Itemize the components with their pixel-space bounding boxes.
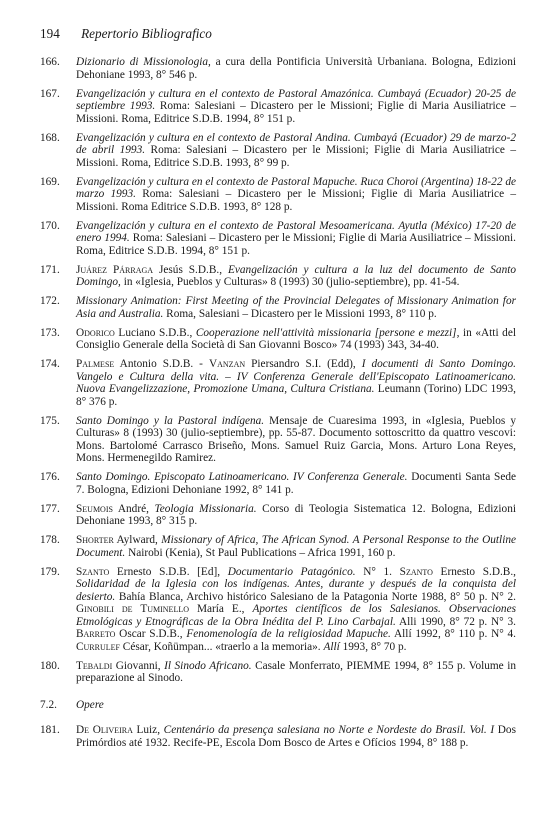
entry-text: Giovanni, — [112, 659, 165, 672]
entry-author-name: Juárez Párraga — [76, 263, 154, 276]
bibliography-entry — [40, 471, 516, 496]
entry-text: a cura della Pontificia Università Urbaniana. Bologna, Edizioni Dehoniane 1993, 8° 546 p. — [76, 56, 516, 81]
entry-number: 180. — [40, 659, 60, 672]
entry-author-name: Vanzan — [208, 358, 246, 370]
entry-author-name: Tebaldi — [76, 659, 113, 672]
entry-text: Corso di Teologia Sistematica 12. Bologna, Edizioni Dehoniane 1993, 8° 315 p. — [76, 502, 516, 527]
entry-title-text: Teologia Missionaria. — [154, 502, 257, 515]
bibliography-entry — [40, 327, 516, 352]
entry-number: 176. — [40, 471, 60, 483]
entry-text: Nairobi (Kenia), St Paul Publications – Africa 1991, 160 p. — [125, 546, 396, 559]
entry-text: Roma: Salesiani – Dicastero per le Missioni; Figlie di Maria Ausiliatrice – Missioni. Roma, Editrice S.D.B. 1994, 8° 151 p. — [76, 100, 516, 125]
entry-number: 167. — [40, 87, 60, 100]
entry-number: 170. — [40, 219, 60, 232]
entry-text: Luiz, — [132, 724, 164, 736]
entries-block — [40, 724, 516, 749]
entry-text: Documenti Santa Sede 7. Bologna, Edizioni Dehoniane 1992, 8° 141 p. — [76, 471, 516, 496]
entry-text: Alli 1990, 8° 72 p. N° 3. — [395, 615, 516, 628]
entry-title-text: Aportes científicos de los Salesianos. Observaciones Etmológicas y Etnográficas de la Obra Inédita del P. Lino Carbajal. — [76, 603, 516, 628]
entry-text: Piersandro S.I. (Edd), — [245, 358, 362, 370]
entry-text: in «Iglesia, Pueblos y Culturas» 8 (1993) 30 (julio-septiembre), pp. 41-54. — [120, 276, 460, 288]
entry-text: André, — [112, 502, 155, 515]
entry-title-text: Evangelización y cultura en el contexto de Pastoral Mapuche. Ruca Choroi (Argentina) 18-22 de marzo 1993. — [76, 175, 516, 200]
entry-title-text: Centenário da presença salesiana no Norte e Nordeste do Brasil. Vol. I — [163, 724, 495, 736]
entry-text: Ernesto S.D.B., — [432, 565, 516, 578]
entry-text: Casale Monferrato, PIEMME 1994, 8° 155 p. Volume in preparazione al Sinodo. — [76, 659, 516, 684]
entry-number: 173. — [40, 326, 60, 339]
bibliography-entry — [40, 88, 516, 126]
entry-number: 178. — [40, 534, 60, 546]
entry-text: Roma: Salesiani – Dicastero per le Missioni; Figlie di Maria Ausiliatrice – Missioni. Roma, Editrice S.D.B. 1993, 8° 99 p. — [76, 144, 516, 169]
entry-author-name: Seumois — [76, 502, 113, 515]
entry-title-text: Santo Domingo y la Pastoral indígena. — [76, 414, 265, 427]
entry-title-text: I documenti di Santo Domingo. Vangelo e Cultura della vita. – IV Conferenza Generale dell'Episcopato Latinoamericano. Nuova Evangelizzazione, Promozione Umana, Cultura Cristiana. — [76, 358, 516, 395]
bibliography-entry — [40, 660, 516, 685]
entry-text: N° 1. — [355, 565, 400, 578]
entry-number: 168. — [40, 131, 60, 144]
entry-number: 181. — [40, 724, 60, 736]
entry-author-name: Barreto — [76, 628, 116, 640]
entry-text: Dos Primórdios até 1932. Recife-PE, Escola Dom Bosco de Artes e Ofícios 1994, 8° 188 p. — [76, 724, 516, 749]
entry-number: 175. — [40, 414, 60, 427]
entry-title-text: Solidaridad de la Iglesia con los indígenas. Antes, durante y después de la conquista del desierto. — [76, 578, 516, 603]
entry-title-text: Evangelización y cultura en el contexto de Pastoral Mesoamericana. Ayutla (México) 17-20 de enero 1994. — [76, 219, 516, 244]
entry-author-name: De Oliveira — [76, 724, 133, 736]
entry-title-text: Fenomenología de la religiosidad Mapuche. — [186, 628, 391, 640]
bibliography-entry — [40, 534, 516, 559]
entry-text: Roma, Salesiani – Dicastero per le Missioni 1993, 8° 110 p. — [163, 307, 437, 320]
entry-author-name: Odorico — [76, 326, 115, 339]
entry-title-text: Documentario Patagónico. — [227, 565, 356, 578]
entry-text: Aylward, — [113, 534, 162, 546]
entry-author-name: Szanto — [399, 565, 433, 578]
bibliography-entry — [40, 220, 516, 258]
entry-number: 172. — [40, 295, 60, 307]
entry-number: 171. — [40, 263, 60, 276]
bibliography-entry — [40, 358, 516, 408]
entry-title-text: Cooperazione nell'attività missionaria [persone e mezzi], — [195, 326, 460, 339]
bibliography-entry — [40, 56, 516, 81]
entry-text: César, Koñümpan... «traerlo a la memoria». — [119, 640, 324, 653]
bibliography-entry — [40, 503, 516, 528]
section-number: 7.2. — [40, 698, 57, 711]
entry-title-text: Dizionario di Missionologia, — [76, 56, 211, 68]
entry-text: Mensaje de Cuaresima 1993, in «Iglesia, Pueblos y Culturas» 8 (1993) 30 (julio-septiembre), pp. 55-87. Documento sottoscritto da quattro vescovi: Mons. Bartolomé Carrasco Briseño, Mons. Samuel Ruiz Garcia, Mons. Arturo Lona Reyes, Mons. Hermenegildo Ramirez. — [76, 414, 516, 464]
entry-title-text: Allí — [323, 640, 340, 653]
bibliography-entry — [40, 264, 516, 289]
entry-text: Leumann (Torino) LDC 1993, 8° 376 p. — [76, 383, 517, 408]
entry-author-name: Shorter — [76, 534, 114, 546]
entry-title-text: Missionary Animation: First Meeting of the Provincial Delegates of Missionary Animation for Asia and Australia. — [76, 295, 516, 320]
entry-number: 174. — [40, 358, 60, 370]
section-heading — [40, 699, 516, 712]
entry-text: Roma: Salesiani – Dicastero per le Missioni; Figlie di Maria Ausiliatrice – Missioni. Roma, Editrice S.D.B. 1994, 8° 151 p. — [76, 232, 516, 257]
entry-text: Oscar S.D.B., — [115, 628, 187, 640]
entry-title-text: Missionary of Africa, The African Synod. A Personal Response to the Outline Document. — [76, 534, 516, 559]
bibliography-entry — [40, 566, 516, 654]
entry-number: 169. — [40, 175, 60, 188]
entry-author-name: Ginobili de Tuminello — [76, 603, 189, 615]
entry-title-text: Evangelización y cultura en el contexto de Pastoral Amazónica. Cumbayá (Ecuador) 20-25 de septiembre 1993. — [76, 87, 516, 112]
entry-title-text: Il Sinodo Africano. — [164, 659, 252, 672]
section-title: Opere — [76, 698, 104, 711]
entry-text: Antonio S.D.B. - — [114, 358, 209, 370]
bibliography-list — [40, 56, 516, 756]
page-number: 194 — [40, 26, 60, 41]
entry-author-name: Szanto — [76, 565, 110, 578]
bibliography-entry — [40, 176, 516, 214]
entry-number: 166. — [40, 56, 60, 68]
entry-text: Allí 1992, 8° 110 p. N° 4. — [390, 628, 516, 640]
entry-number: 179. — [40, 565, 60, 578]
entry-text: María E., — [189, 603, 253, 615]
entry-title-text: Evangelización y cultura en el contexto de Pastoral Andina. Cumbayá (Ecuador) 29 de marzo-2 de abril 1993. — [76, 131, 516, 156]
bibliography-entry — [40, 132, 516, 170]
entry-title-text: Evangelización y cultura a la luz del documento de Santo Domingo, — [76, 263, 517, 288]
bibliography-entry — [40, 295, 516, 320]
entries-block — [40, 56, 516, 685]
running-title: Repertorio Bibliografico — [81, 26, 212, 41]
entry-text: Ernesto S.D.B. [Ed], — [109, 565, 228, 578]
entry-text: 1993, 8° 70 p. — [339, 640, 407, 653]
entry-text: Roma: Salesiani – Dicastero per le Missioni; Figlie di Maria Ausiliatrice – Missioni. Roma Editrice S.D.B. 1993, 8° 128 p. — [76, 188, 516, 213]
bibliography-entry — [40, 724, 516, 749]
entry-author-name: Palmese — [76, 358, 115, 370]
entry-text: in «Atti del Consiglio Generale della Società di San Giovanni Bosco» 74 (1993) 343, 34-40. — [76, 326, 516, 351]
entry-text: Luciano S.D.B., — [114, 326, 196, 339]
page-header — [40, 26, 212, 42]
entry-number: 177. — [40, 502, 60, 515]
entry-text: Jesús S.D.B., — [153, 263, 228, 276]
entry-title-text: Santo Domingo. Episcopato Latinoamericano. IV Conferenza Generale. — [76, 471, 408, 483]
entry-text: Bahía Blanca, Archivo histórico Salesiano de la Patagonia Norte 1988, 8° 50 p. N° 2. — [115, 590, 516, 603]
bibliography-entry — [40, 415, 516, 465]
entry-author-name: Currulef — [76, 640, 120, 653]
